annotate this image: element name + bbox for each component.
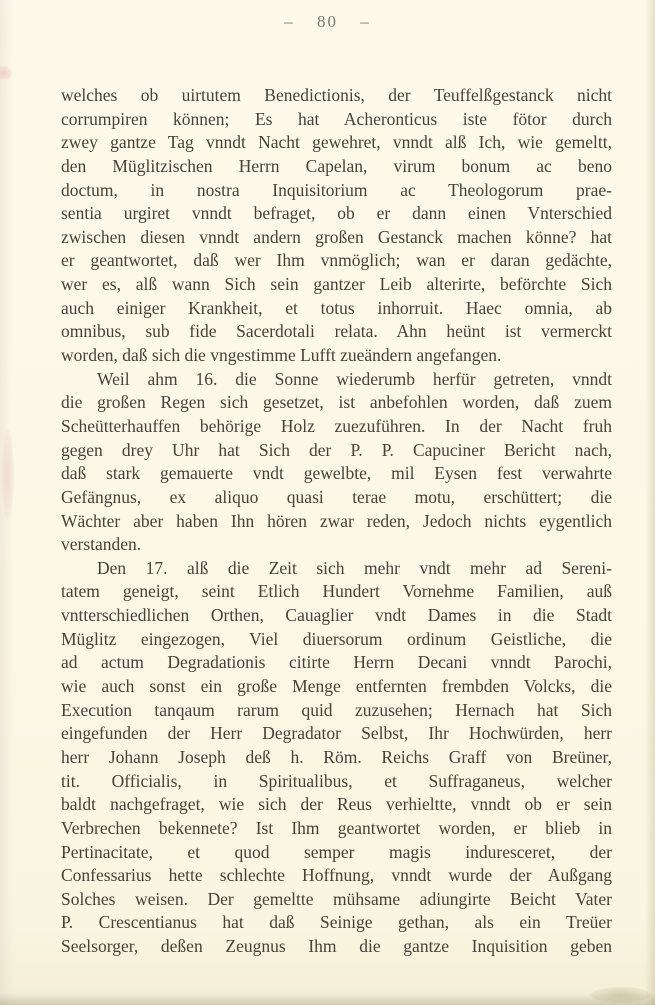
- page-number: – 80 –: [284, 12, 371, 31]
- text-line: er geantwortet, daß wer Ihm vnmöglich; wan er daran gedächte,: [61, 250, 612, 271]
- text-line: verstanden.: [61, 534, 142, 555]
- text-line: daß stark gemauerte vndt gewelbte, mil Eysen fest verwahrte: [61, 463, 612, 484]
- text-line: Verbrechen bekennete? Ist Ihm geantwortet worden, er blieb in: [61, 817, 612, 838]
- text-line: vntterschiedlichen Orthen, Cauaglier vndt Dames in die Stadt: [61, 605, 612, 626]
- text-line: ad actum Degradationis citirte Herrn Decani vnndt Parochi,: [61, 652, 612, 673]
- text-line: die großen Regen sich gesetzet, ist anbefohlen worden, daß zuem: [61, 392, 612, 413]
- text-line: worden, daß sich die vngestimme Lufft zueändern angefangen.: [61, 345, 502, 366]
- text-line: Confessarius hette schlechte Hoffnung, vnndt wurde der Außgang: [61, 865, 612, 886]
- text-line: corrumpiren können; Es hat Acheronticus iste fötor durch: [61, 108, 612, 129]
- scan-artifact: [0, 66, 12, 80]
- text-line: herr Johann Joseph deß h. Röm. Reichs Graff von Breüner,: [61, 746, 612, 767]
- text-line: den Müglitzischen Herrn Capelan, virum bonum ac beno: [61, 155, 612, 176]
- text-line: Gefängnus, ex aliquo quasi terae motu, erschüttert; die: [61, 486, 612, 507]
- text-line: Seelsorger, deßen Zeugnus Ihm die gantze Inquisition geben: [61, 936, 612, 957]
- scan-edge-bottom: [0, 993, 655, 1005]
- text-line: Solches weisen. Der gemeltte mühsame adiungirte Beicht Vater: [61, 888, 612, 909]
- scan-edge-left: [0, 0, 14, 1005]
- text-line: tatem geneigt, seint Etlich Hundert Vornehme Familien, auß: [61, 581, 612, 602]
- text-line: welches ob uirtutem Benedictionis, der Teuffelßgestanck nicht: [61, 85, 612, 105]
- page-text: [61, 84, 612, 959]
- text-line: Müglitz eingezogen, Viel diuersorum ordinum Geistliche, die: [61, 628, 612, 649]
- text-line: Scheütterhauffen behörige Holz zuezuführen. In der Nacht fruh: [61, 415, 612, 436]
- text-line: eingefunden der Herr Degradator Selbst, Ihr Hochwürden, herr: [61, 723, 612, 744]
- text-line: wer es, alß wann Sich sein gantzer Leib alterirte, beförchte Sich: [61, 274, 612, 295]
- text-line: Weil ahm 16. die Sonne wiederumb herfür getreten, vnndt: [97, 368, 612, 389]
- text-line: wie auch sonst ein große Menge entfernten frembden Volcks, die: [61, 676, 612, 697]
- text-line: tit. Officialis, in Spiritualibus, et Suffraganeus, welcher: [61, 770, 612, 791]
- text-line: zwey gantze Tag vnndt Nacht gewehret, vnndt alß Ich, wie gemeltt,: [61, 132, 612, 153]
- text-line: zwischen diesen vnndt andern großen Gestanck machen könne? hat: [61, 226, 612, 247]
- scan-artifact: [2, 430, 14, 520]
- text-line: omnibus, sub fide Sacerdotali relata. Ahn heünt ist vermerckt: [61, 321, 612, 342]
- text-line: auch einiger Krankheit, et totus inhorruit. Haec omnia, ab: [61, 297, 612, 318]
- text-line: gegen drey Uhr hat Sich der P. P. Capuciner Bericht nach,: [61, 439, 612, 460]
- text-line: Pertinacitate, et quod semper magis induresceret, der: [61, 841, 612, 862]
- text-line: sentia urgiret vnndt befraget, ob er dann einen Vnterschied: [61, 203, 612, 224]
- text-line: P. Crescentianus hat daß Seinige gethan, als ein Treüer: [61, 912, 612, 933]
- page-header: [0, 12, 655, 32]
- scan-artifact: [591, 987, 651, 1003]
- text-line: baldt nachgefraget, wie sich der Reus verhieltte, vnndt ob er sein: [61, 794, 612, 815]
- text-line: Execution tanqaum rarum quid zuzusehen; Hernach hat Sich: [61, 699, 612, 720]
- text-line: Den 17. alß die Zeit sich mehr vndt mehr ad Sereni-: [97, 557, 612, 578]
- text-line: Wächter aber haben Ihn hören zwar reden, Jedoch nichts eygentlich: [61, 510, 612, 531]
- text-line: doctum, in nostra Inquisitorium ac Theologorum prae-: [61, 179, 612, 200]
- scan-edge-right: [645, 0, 655, 1005]
